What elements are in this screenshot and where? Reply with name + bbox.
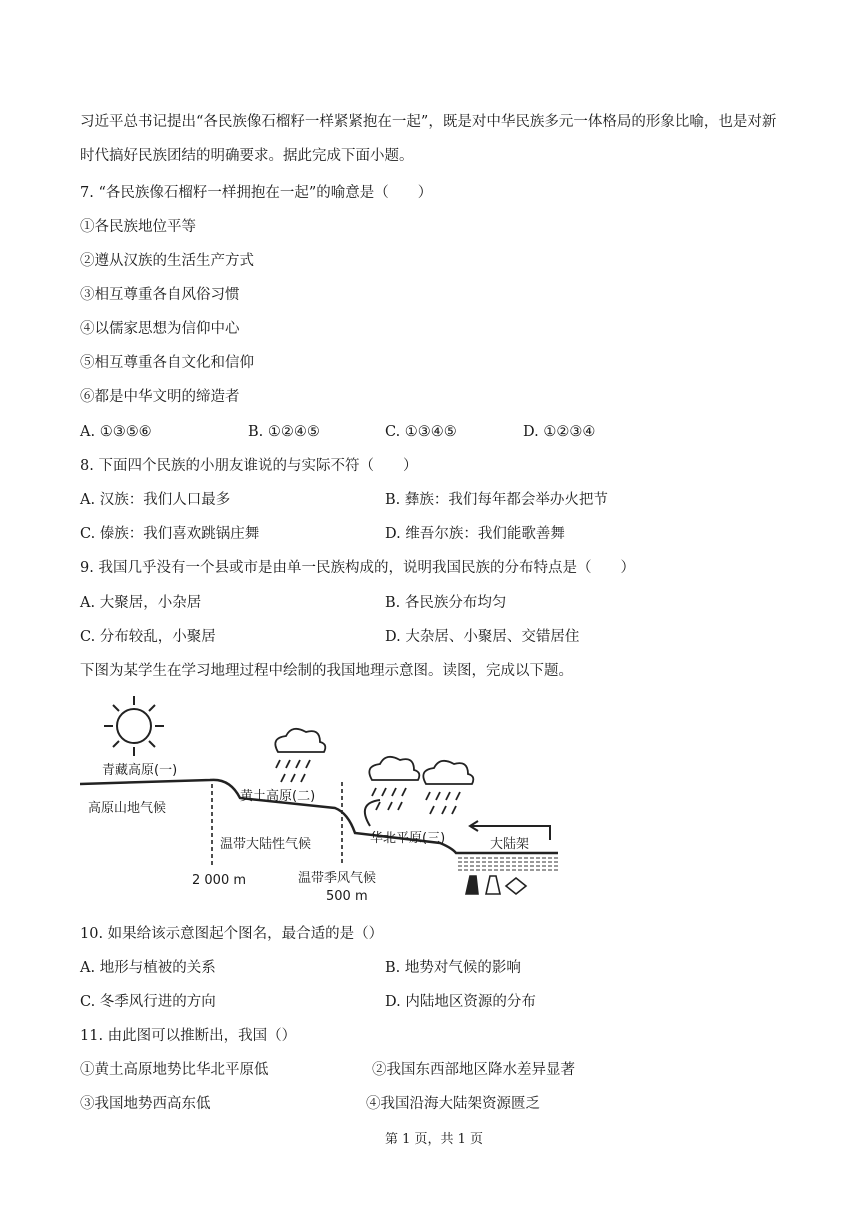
q9-option-a[interactable]: A. 大聚居，小杂居 (80, 595, 202, 611)
label-2000m: 2 000 m (192, 873, 247, 888)
intro-paragraph: 习近平总书记提出“各民族像石榴籽一样紧紧抱在一起”，既是对中华民族多元一体格局的形象比喻，也是对新时代搞好民族团结的明确要求。据此完成下面小题。 (80, 114, 777, 164)
q7-option-c[interactable]: C. ①③④⑤ (385, 424, 457, 440)
q10-option-a[interactable]: A. 地形与植被的关系 (80, 960, 216, 976)
q10-option-b[interactable]: B. 地势对气候的影响 (385, 960, 521, 976)
q7-option-b[interactable]: B. ①②④⑤ (248, 424, 320, 440)
cloud-rain-icon-2 (369, 757, 419, 810)
label-huabei: 华北平原(三) (370, 831, 446, 846)
q9-option-d[interactable]: D. 大杂居、小聚居、交错居住 (385, 629, 580, 645)
q7-option-d[interactable]: D. ①②③④ (523, 424, 596, 440)
q9-option-c[interactable]: C. 分布较乱，小聚居 (80, 629, 216, 645)
q8-option-c[interactable]: C. 傣族：我们喜欢跳锅庄舞 (80, 526, 260, 542)
monsoon-arc (365, 800, 380, 826)
q7-item-4: ④以儒家思想为信仰中心 (80, 321, 240, 337)
q10-option-c[interactable]: C. 冬季风行进的方向 (80, 994, 216, 1010)
q9-option-b[interactable]: B. 各民族分布均匀 (385, 595, 507, 611)
label-monsoon: 温带季风气候 (298, 871, 377, 886)
resource-icons (466, 876, 526, 894)
q11-option-3[interactable]: ③我国地势西高东低 (80, 1096, 211, 1112)
q7-item-6: ⑥都是中华文明的缔造者 (80, 389, 240, 405)
cloud-rain-icon-3 (423, 761, 473, 814)
q8-option-d[interactable]: D. 维吾尔族：我们能歌善舞 (385, 526, 565, 542)
q11-option-2[interactable]: ②我国东西部地区降水差异显著 (372, 1062, 575, 1078)
label-500m: 500 m (326, 889, 368, 903)
q8-stem: 8. 下面四个民族的小朋友谁说的与实际不符（ ） (80, 458, 418, 474)
page-footer: 第 1 页，共 1 页 (384, 1132, 484, 1147)
q7-option-a[interactable]: A. ①③⑤⑥ (80, 424, 152, 440)
q10-stem: 10. 如果给该示意图起个图名，最合适的是（） (80, 926, 384, 942)
q10-option-d[interactable]: D. 内陆地区资源的分布 (385, 994, 536, 1010)
q7-item-2: ②遵从汉族的生活生产方式 (80, 253, 254, 269)
q11-option-4[interactable]: ④我国沿海大陆架资源匮乏 (366, 1096, 540, 1112)
label-dalujia: 大陆架 (490, 837, 530, 852)
q11-stem: 11. 由此图可以推断出，我国（） (80, 1028, 297, 1044)
q8-option-b[interactable]: B. 彝族：我们每年都会举办火把节 (385, 492, 608, 508)
label-qingzang: 青藏高原(一) (102, 763, 178, 778)
q11-option-1[interactable]: ①黄土高原地势比华北平原低 (80, 1062, 269, 1078)
q8-option-a[interactable]: A. 汉族：我们人口最多 (80, 492, 231, 508)
sun-icon (104, 696, 164, 756)
q7-item-5: ⑤相互尊重各自文化和信仰 (80, 355, 254, 371)
q7-item-3: ③相互尊重各自风俗习惯 (80, 287, 240, 303)
label-huangtu: 黄土高原(二) (240, 789, 316, 804)
geography-sketch-diagram (80, 688, 570, 903)
q7-stem: 7. “各民族像石榴籽一样拥抱在一起”的喻意是（ ） (80, 185, 433, 201)
continental-shelf-sea (458, 855, 558, 871)
q7-item-1: ①各民族地位平等 (80, 219, 196, 235)
terrain-profile (80, 780, 558, 853)
cloud-rain-icon-1 (275, 729, 325, 782)
diagram-intro: 下图为某学生在学习地理过程中绘制的我国地理示意图。读图，完成以下题。 (80, 663, 573, 679)
q9-stem: 9. 我国几乎没有一个县或市是由单一民族构成的，说明我国民族的分布特点是（ ） (80, 560, 635, 576)
label-gaoyuan-climate: 高原山地气候 (88, 801, 167, 816)
label-wendai-continental: 温带大陆性气候 (220, 837, 312, 852)
